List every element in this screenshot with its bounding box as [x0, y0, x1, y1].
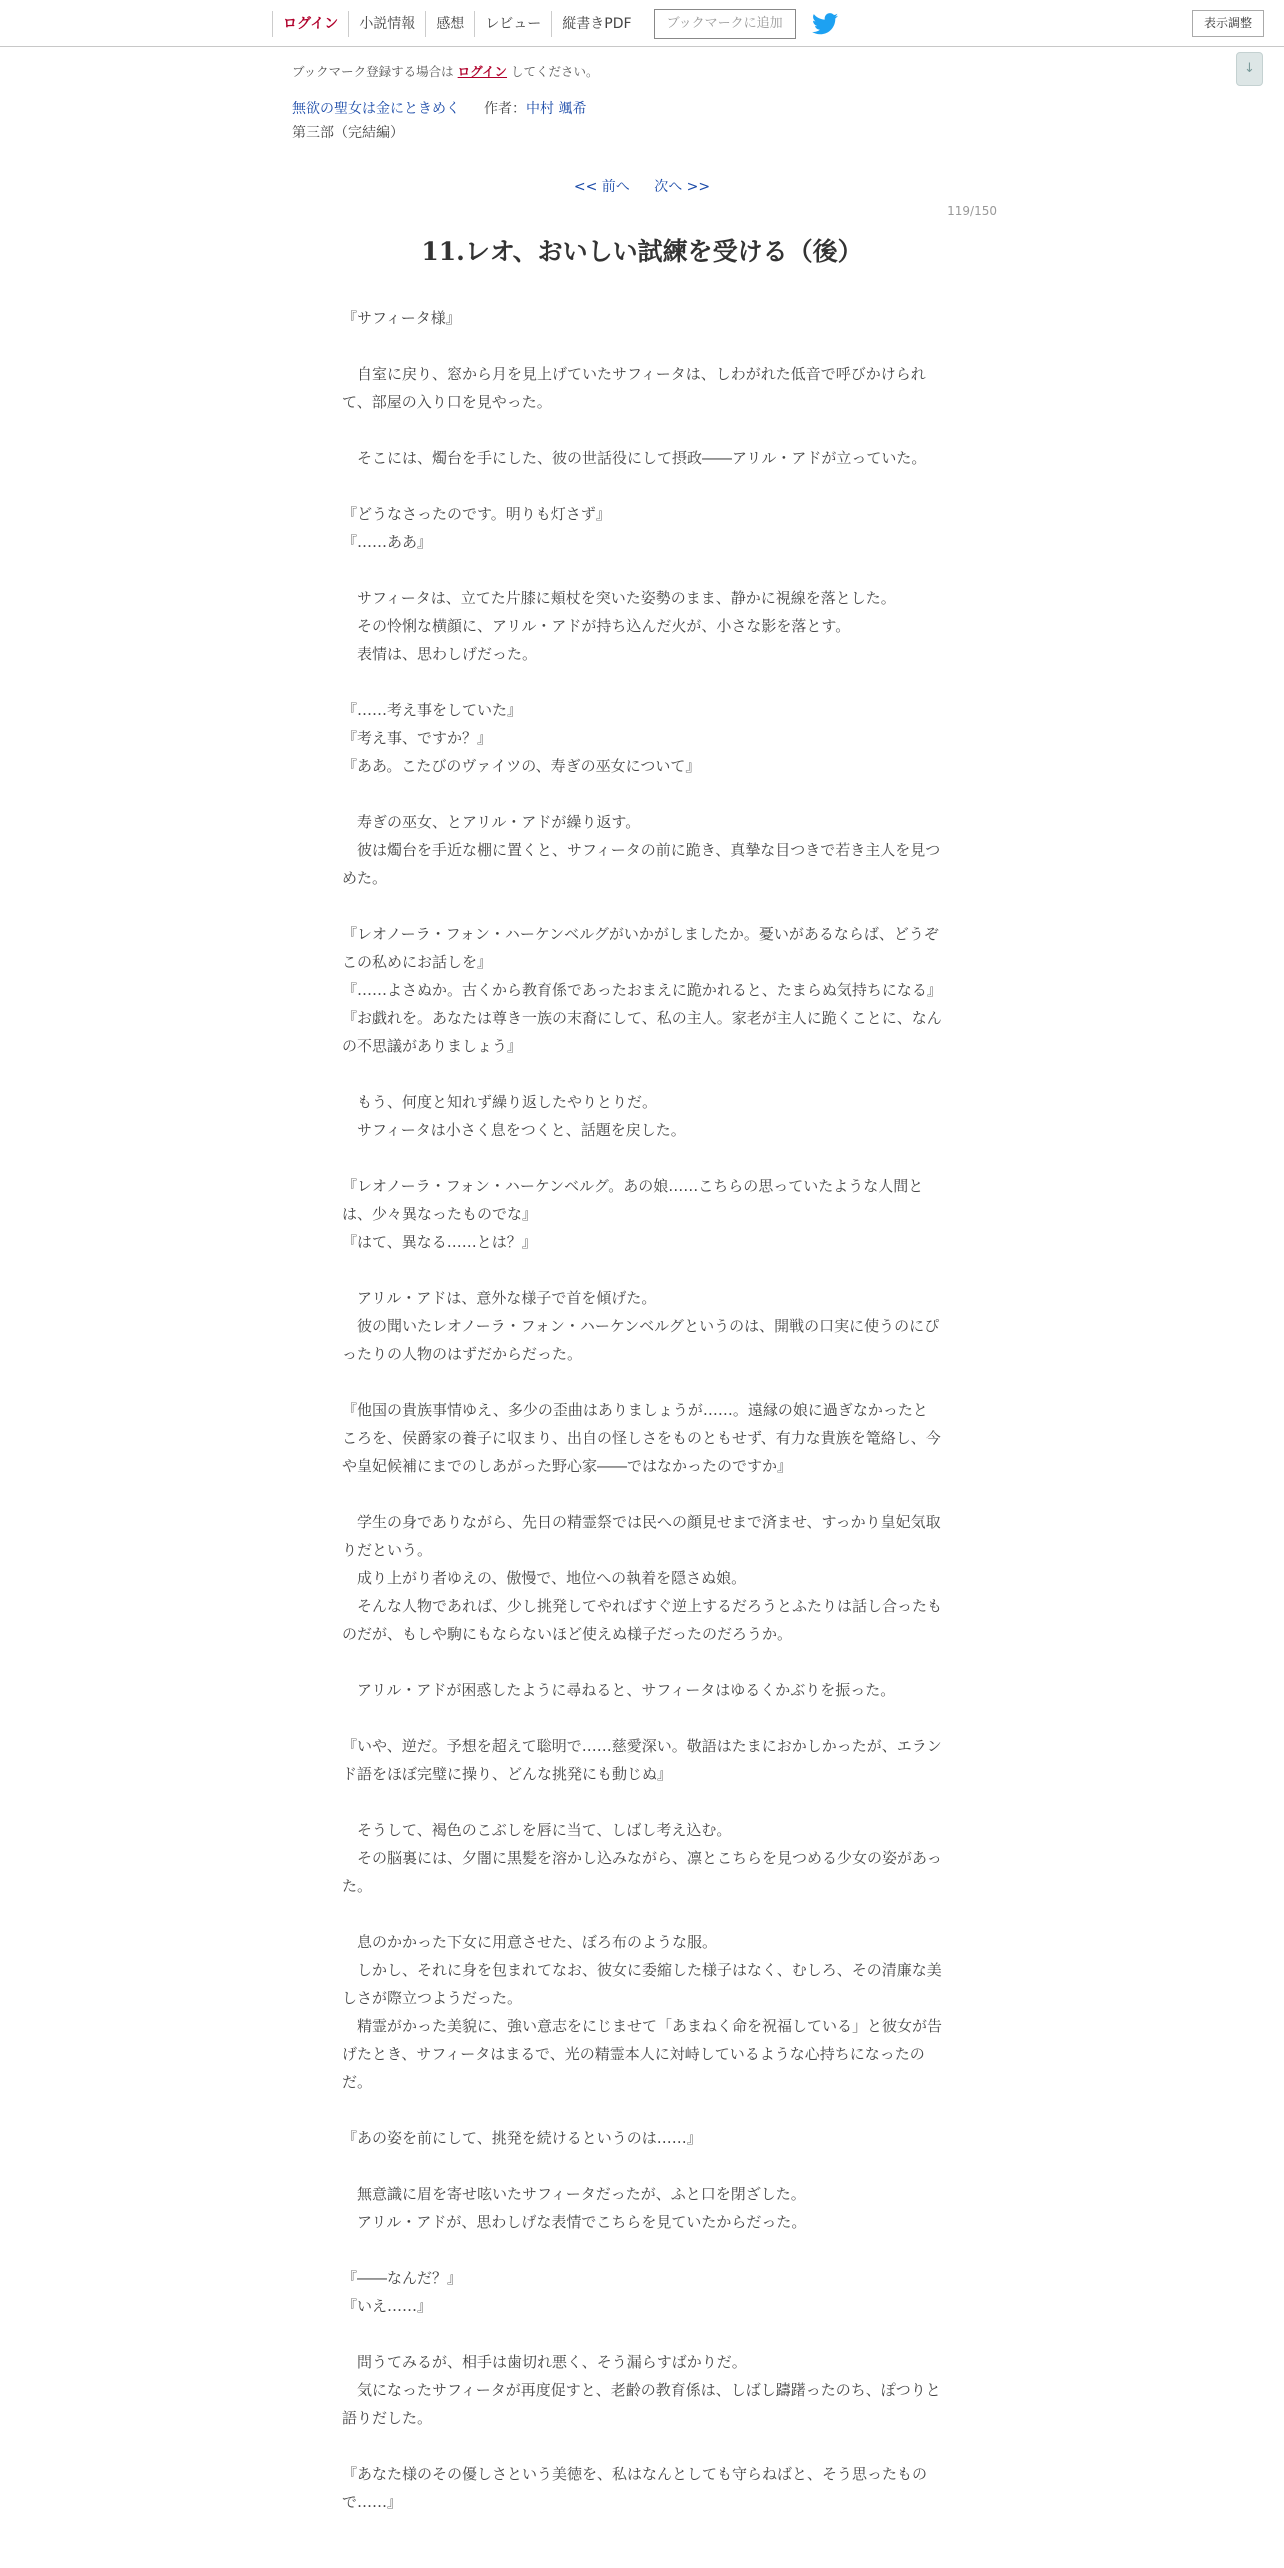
add-bookmark-button[interactable]: ブックマークに追加	[654, 9, 796, 39]
body-paragraph: アリル・アドは、意外な様子で首を傾げた。	[342, 1289, 657, 1307]
site-header	[0, 0, 1284, 47]
body-paragraph: 『お戯れを。あなたは尊き一族の末裔にして、私の主人。家老が主人に跪くことに、なんの不思議がありましょう』	[342, 1009, 942, 1055]
scroll-down-button[interactable]: ↓	[1236, 52, 1263, 86]
body-paragraph: そんな人物であれば、少し挑発してやればすぐ逆上するだろうとふたりは話し合ったものだが、もしや駒にもならないほど使えぬ様子だったのだろうか。	[342, 1597, 943, 1643]
body-paragraph: しかし、それに身を包まれてなお、彼女に委縮した様子はなく、むしろ、その清廉な美しさが際立つようだった。	[342, 1961, 942, 2007]
chapter-pager	[0, 176, 1284, 196]
body-paragraph	[342, 1648, 942, 1676]
body-paragraph	[342, 1900, 942, 1928]
top-nav	[272, 6, 838, 42]
body-paragraph: サフィータは、立てた片膝に頬杖を突いた姿勢のまま、静かに視線を落とした。	[342, 589, 896, 607]
body-paragraph	[342, 1144, 942, 1172]
display-settings-button[interactable]: 表示調整	[1192, 10, 1264, 37]
body-paragraph	[342, 472, 942, 500]
body-paragraph: 『あの姿を前にして、挑発を続けるというのは……』	[342, 2129, 702, 2147]
body-paragraph	[342, 1788, 942, 1816]
body-paragraph	[342, 1060, 942, 1088]
body-paragraph: 『サフィータ様』	[342, 309, 461, 327]
chapter-title: 11.レオ、おいしい試練を受ける（後）	[421, 237, 863, 266]
body-paragraph: 『――なんだ？』	[342, 2269, 463, 2287]
body-paragraph	[342, 332, 942, 360]
body-paragraph: そこには、燭台を手にした、彼の世話役にして摂政――アリル・アドが立っていた。	[342, 449, 927, 467]
body-paragraph	[342, 2236, 942, 2264]
body-paragraph: 彼の聞いたレオノーラ・フォン・ハーケンベルグというのは、開戦の口実に使うのにぴったりの人物のはずだからだった。	[342, 1317, 940, 1363]
body-paragraph: その怜悧な横顔に、アリル・アドが持ち込んだ火が、小さな影を落とす。	[342, 617, 851, 635]
body-paragraph	[342, 416, 942, 444]
body-paragraph	[342, 2320, 942, 2348]
body-paragraph	[342, 1480, 942, 1508]
nav-novel-info[interactable]: 小説情報	[348, 11, 425, 37]
chapter-count: 119/150	[947, 204, 997, 218]
body-paragraph: 学生の身でありながら、先日の精霊祭では民への顔見せまで済ませ、すっかり皇妃気取りだという。	[342, 1513, 941, 1559]
body-paragraph: 『考え事、ですか？』	[342, 729, 493, 747]
body-paragraph	[342, 2096, 942, 2124]
body-paragraph: 『……よさぬか。古くから教育係であったおまえに跪かれると、たまらぬ気持ちになる』	[342, 981, 942, 999]
body-paragraph: 『他国の貴族事情ゆえ、多少の歪曲はありましょうが……。遠縁の娘に過ぎなかったところを、侯爵家の養子に収まり、出自の怪しさをものともせず、有力な貴族を篭絡し、今や皇妃候補にまでのしあがった野心家――ではなかったのですか』	[342, 1401, 941, 1475]
body-paragraph: 自室に戻り、窓から月を見上げていたサフィータは、しわがれた低音で呼びかけられて、部屋の入り口を見やった。	[342, 365, 926, 411]
nav-vertical-pdf[interactable]: 縦書きPDF	[551, 11, 641, 37]
body-paragraph: そうして、褐色のこぶしを唇に当て、しばし考え込む。	[342, 1821, 732, 1839]
body-paragraph: 成り上がり者ゆえの、傲慢で、地位への執着を隠さぬ娘。	[342, 1569, 747, 1587]
body-paragraph: もう、何度と知れず繰り返したやりとりだ。	[342, 1093, 658, 1111]
body-paragraph: アリル・アドが困惑したように尋ねると、サフィータはゆるくかぶりを振った。	[342, 1681, 896, 1699]
body-paragraph: 『ああ。こたびのヴァイツの、寿ぎの巫女について』	[342, 757, 701, 775]
notice-login-link[interactable]: ログイン	[457, 64, 508, 79]
author-label: 作者：	[484, 101, 526, 117]
body-paragraph	[342, 1256, 942, 1284]
body-paragraph: 寿ぎの巫女、とアリル・アドが繰り返す。	[342, 813, 641, 831]
series-title-link[interactable]: 無欲の聖女は金にときめく	[292, 101, 460, 117]
body-paragraph: サフィータは小さく息をつくと、話題を戻した。	[342, 1121, 686, 1139]
body-paragraph: 問うてみるが、相手は歯切れ悪く、そう漏らすばかりだ。	[342, 2353, 747, 2371]
body-paragraph	[342, 668, 942, 696]
part-title: 第三部（完結編）	[292, 125, 404, 141]
body-paragraph: 息のかかった下女に用意させた、ぼろ布のような服。	[342, 1933, 718, 1951]
body-paragraph: 『あなた様のその優しさという美徳を、私はなんとしても守らねばと、そう思ったもので……』	[342, 2465, 928, 2511]
notice-text-before: ブックマーク登録する場合は	[292, 64, 454, 79]
body-paragraph: 『……ああ』	[342, 533, 433, 551]
body-paragraph	[342, 556, 942, 584]
body-paragraph: 表情は、思わしげだった。	[342, 645, 538, 663]
body-paragraph	[342, 1704, 942, 1732]
prev-chapter-link[interactable]: << 前へ	[573, 179, 630, 195]
nav-login[interactable]: ログイン	[272, 11, 348, 37]
series-info	[292, 98, 586, 118]
body-paragraph	[342, 1368, 942, 1396]
body-paragraph	[342, 892, 942, 920]
body-paragraph: 『どうなさったのです。明りも灯さず』	[342, 505, 611, 523]
author-link[interactable]: 中村 颯希	[526, 101, 587, 117]
notice-text-after: してください。	[511, 64, 599, 79]
body-paragraph: 気になったサフィータが再度促すと、老齢の教育係は、しばし躊躇ったのち、ぽつりと語りだした。	[342, 2381, 941, 2427]
chapter-body	[342, 304, 942, 2516]
next-chapter-link[interactable]: 次へ >>	[654, 179, 711, 195]
body-paragraph: 『……考え事をしていた』	[342, 701, 523, 719]
bookmark-notice	[292, 62, 599, 80]
body-paragraph	[342, 2432, 942, 2460]
body-paragraph: 『レオノーラ・フォン・ハーケンベルグがいかがしましたか。憂いがあるならば、どうぞこの私めにお話しを』	[342, 925, 939, 971]
body-paragraph: 『いえ……』	[342, 2297, 433, 2315]
body-paragraph	[342, 2152, 942, 2180]
body-paragraph: 『いや、逆だ。予想を超えて聡明で……慈愛深い。敬語はたまにおかしかったが、エランド語をほぼ完璧に操り、どんな挑発にも動じぬ』	[342, 1737, 942, 1783]
nav-review[interactable]: レビュー	[474, 11, 551, 37]
body-paragraph: 精霊がかった美貌に、強い意志をにじませて「あまねく命を祝福している」と彼女が告げたとき、サフィータはまるで、光の精霊本人に対峙しているような心持ちになったのだ。	[342, 2017, 943, 2091]
body-paragraph: 彼は燭台を手近な棚に置くと、サフィータの前に跪き、真摯な目つきで若き主人を見つめた。	[342, 841, 941, 887]
body-paragraph: アリル・アドが、思わしげな表情でこちらを見ていたからだった。	[342, 2213, 807, 2231]
twitter-icon[interactable]	[812, 13, 838, 35]
body-paragraph	[342, 780, 942, 808]
nav-impressions[interactable]: 感想	[425, 11, 474, 37]
body-paragraph: 『レオノーラ・フォン・ハーケンベルグ。あの娘……こちらの思っていたような人間とは、少々異なったものでな』	[342, 1177, 924, 1223]
body-paragraph: 『はて、異なる……とは？』	[342, 1233, 537, 1251]
body-paragraph: 無意識に眉を寄せ呟いたサフィータだったが、ふと口を閉ざした。	[342, 2185, 806, 2203]
body-paragraph: その脳裏には、夕闇に黒髪を溶かし込みながら、凛とこちらを見つめる少女の姿があった。	[342, 1849, 942, 1895]
